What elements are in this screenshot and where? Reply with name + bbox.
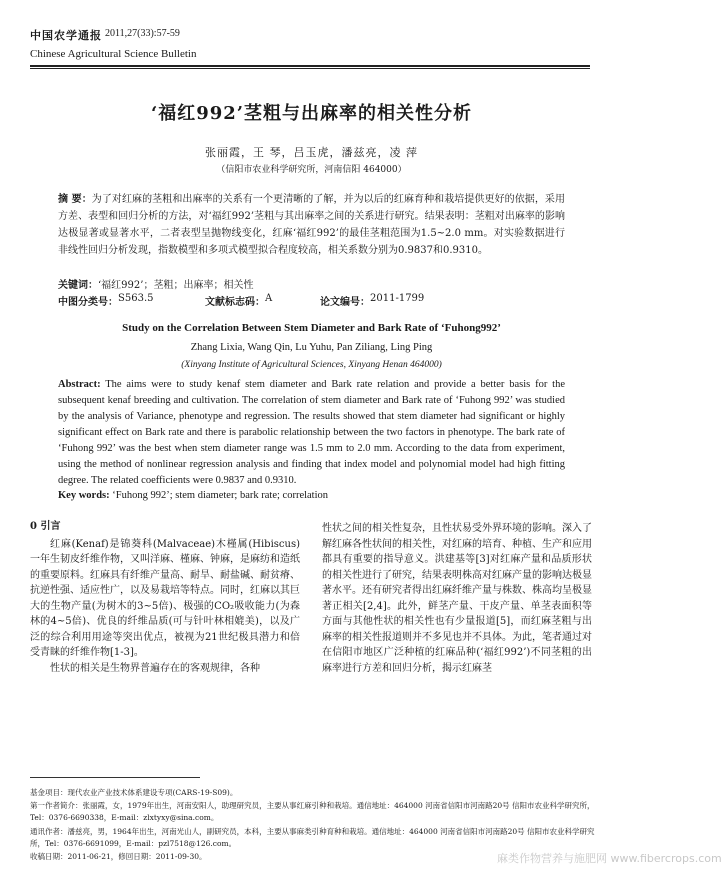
paper-title-en: Study on the Correlation Between Stem Diameter and Bark Rate of ‘Fuhong992’ (122, 322, 501, 334)
abstract-cn-label: 摘 要： (58, 194, 92, 205)
authors-cn: 张丽霞，王 琴，吕玉虎，潘兹亮，凌 萍 (205, 146, 418, 159)
journal-name-cn: 中国农学通报 (30, 29, 102, 42)
intro-paragraph-continued: 性状之间的相关性复杂，且性状易受外界环境的影响。深入了解红麻各性状间的相关性，对红麻的培育、种植、生产和应用都具有重要的指导意义。洪建基等[3]对红麻产量和品质形状的相关性进行了研究，结果表明株高对红麻产量的影响达极显著水平。还有研究者得出红麻纤维产量与株数、株高均呈极显著正相关[2,4]。此外，鲜茎产量、干皮产量、单茎表面积等方面与其他性状的相关性也有少量报道[5]，而红麻茎粗与出麻率的相关性报道则并不多见也并不具体。为此，笔者通过对在信阳市地区广泛种植的红麻品种(‘福红992’)不同茎粗的出麻率进行方差和回归分析，揭示红麻茎 (322, 523, 592, 674)
journal-name-en: Chinese Agricultural Science Bulletin (30, 48, 197, 60)
body-column-left (30, 519, 300, 676)
keywords-en-label: Key words: (58, 490, 110, 501)
footnote-dates: 收稿日期：2011-06-21，修回日期：2011-09-30。 (30, 852, 207, 861)
classification-row (58, 293, 565, 307)
footnote-first-author: 第一作者简介：张丽霞，女，1979年出生，河南安阳人，助理研究员，主要从事红麻引种和栽培。通信地址：464000 河南省信阳市河南路20号 信阳市农业科学研究所，Tel：0376-6690338，E-mail：zlxtyxy@sina.com。 (30, 801, 595, 822)
abstract-en-text: The aims were to study kenaf stem diameter and Bark rate relation and provide a better basis for the subsequent kenaf breeding and cultivation. The correlation of stem diameter and Bark rate of ‘Fuhong 992’ was studied by the analysis of Variance, phenotype and regression. The results showed that stem diameter had significant or highly significant effect on Bark rate and there is parabolic relationship between the two factors in phenotype. The bark rate of ‘Fuhong 992’ was the best when stem diameter range was 1.5 mm to 2.0 mm. According to the data from experiment, using the method of nonlinear regression analysis and finding that index model and polynomial model had high fitting degree. The related coefficients were 0.9837 and 0.9310. (58, 379, 565, 486)
watermark: 麻类作物营养与施肥网 www.fibercrops.com (497, 852, 722, 865)
keywords-cn-text: ‘福红992’；茎粗；出麻率；相关性 (98, 280, 254, 291)
footnote-corresponding-author: 通讯作者：潘兹亮，男，1964年出生，河南光山人，副研究员，本科，主要从事麻类引种育种和栽培。通信地址：464000 河南省信阳市河南路20号 信阳市农业科学研究所，Tel：0376-6691099，E-mail：pzl7518@126.com。 (30, 827, 595, 848)
keywords-en (58, 490, 565, 501)
abstract-cn-text: 为了对红麻的茎粗和出麻率的关系有一个更清晰的了解，并为以后的红麻育种和栽培提供更好的依据，采用方差、表型和回归分析的方法，对‘福红992’茎粗与其出麻率之间的关系进行研究。结果表明：茎粗对出麻率的影响达极显著或显著水平，二者表型呈抛物线变化，红麻‘福红992’的最佳茎粗范围为1.5~2.0 mm。对实验数据进行非线性回归分析发现，指数模型和多项式模型拟合程度较高，相关系数分别为0.9837和0.9310。 (58, 194, 565, 256)
intro-paragraph-1: 红麻(Kenaf)是锦葵科(Malvaceae)木槿属(Hibiscus)一年生韧皮纤维作物，又叫洋麻、槿麻、钟麻，是麻纺和造纸的重要原料。红麻具有纤维产量高、耐旱、耐盐碱、耐贫瘠、抗逆性强、适应性广，以及易栽培等特点。同时，红麻以其巨大的生物产量(为树木的3~5倍)、极强的CO₂吸收能力(为森林的4~5倍)、优良的纤维品质(可与针叶林相媲美)，以及广泛的综合利用用途等突出优点，被视为21世纪极具潜力和倍受青睐的纤维作物[1-3]。 (30, 538, 300, 658)
footnote-funding: 基金项目：现代农业产业技术体系建设专项(CARS-19-S09)。 (30, 788, 238, 797)
abstract-cn (58, 191, 565, 259)
keywords-en-text: ‘Fuhong 992’; stem diameter; bark rate; correlation (112, 490, 329, 501)
document-code: 文献标志码： A (205, 293, 273, 308)
keywords-cn-label: 关键词： (58, 280, 98, 291)
footnote-rule (30, 777, 200, 778)
header-rule (30, 65, 590, 67)
intro-paragraph-2: 性状的相关是生物界普遍存在的客观规律，各种 (50, 662, 260, 674)
authors-en: Zhang Lixia, Wang Qin, Lu Yuhu, Pan Ziliang, Ling Ping (190, 342, 433, 353)
section-heading: 0 引言 (30, 521, 61, 532)
paper-number: 论文编号： 2011-1799 (320, 293, 425, 308)
volume-info: 2011,27(33):57-59 (105, 28, 180, 39)
body-column-right (322, 521, 592, 676)
affiliation-en: (Xinyang Institute of Agricultural Sciences, Xinyang Henan 464000) (181, 360, 442, 370)
affiliation-cn: （信阳市农业科学研究所，河南信阳 464000） (216, 165, 407, 175)
header-rule-thin (30, 68, 590, 69)
abstract-en-label: Abstract: (58, 379, 101, 390)
clc-number: 中图分类号： S563.5 (58, 293, 154, 308)
paper-title-cn: ‘福红992’茎粗与出麻率的相关性分析 (150, 103, 473, 124)
keywords-cn (58, 276, 565, 291)
abstract-en (58, 377, 565, 489)
